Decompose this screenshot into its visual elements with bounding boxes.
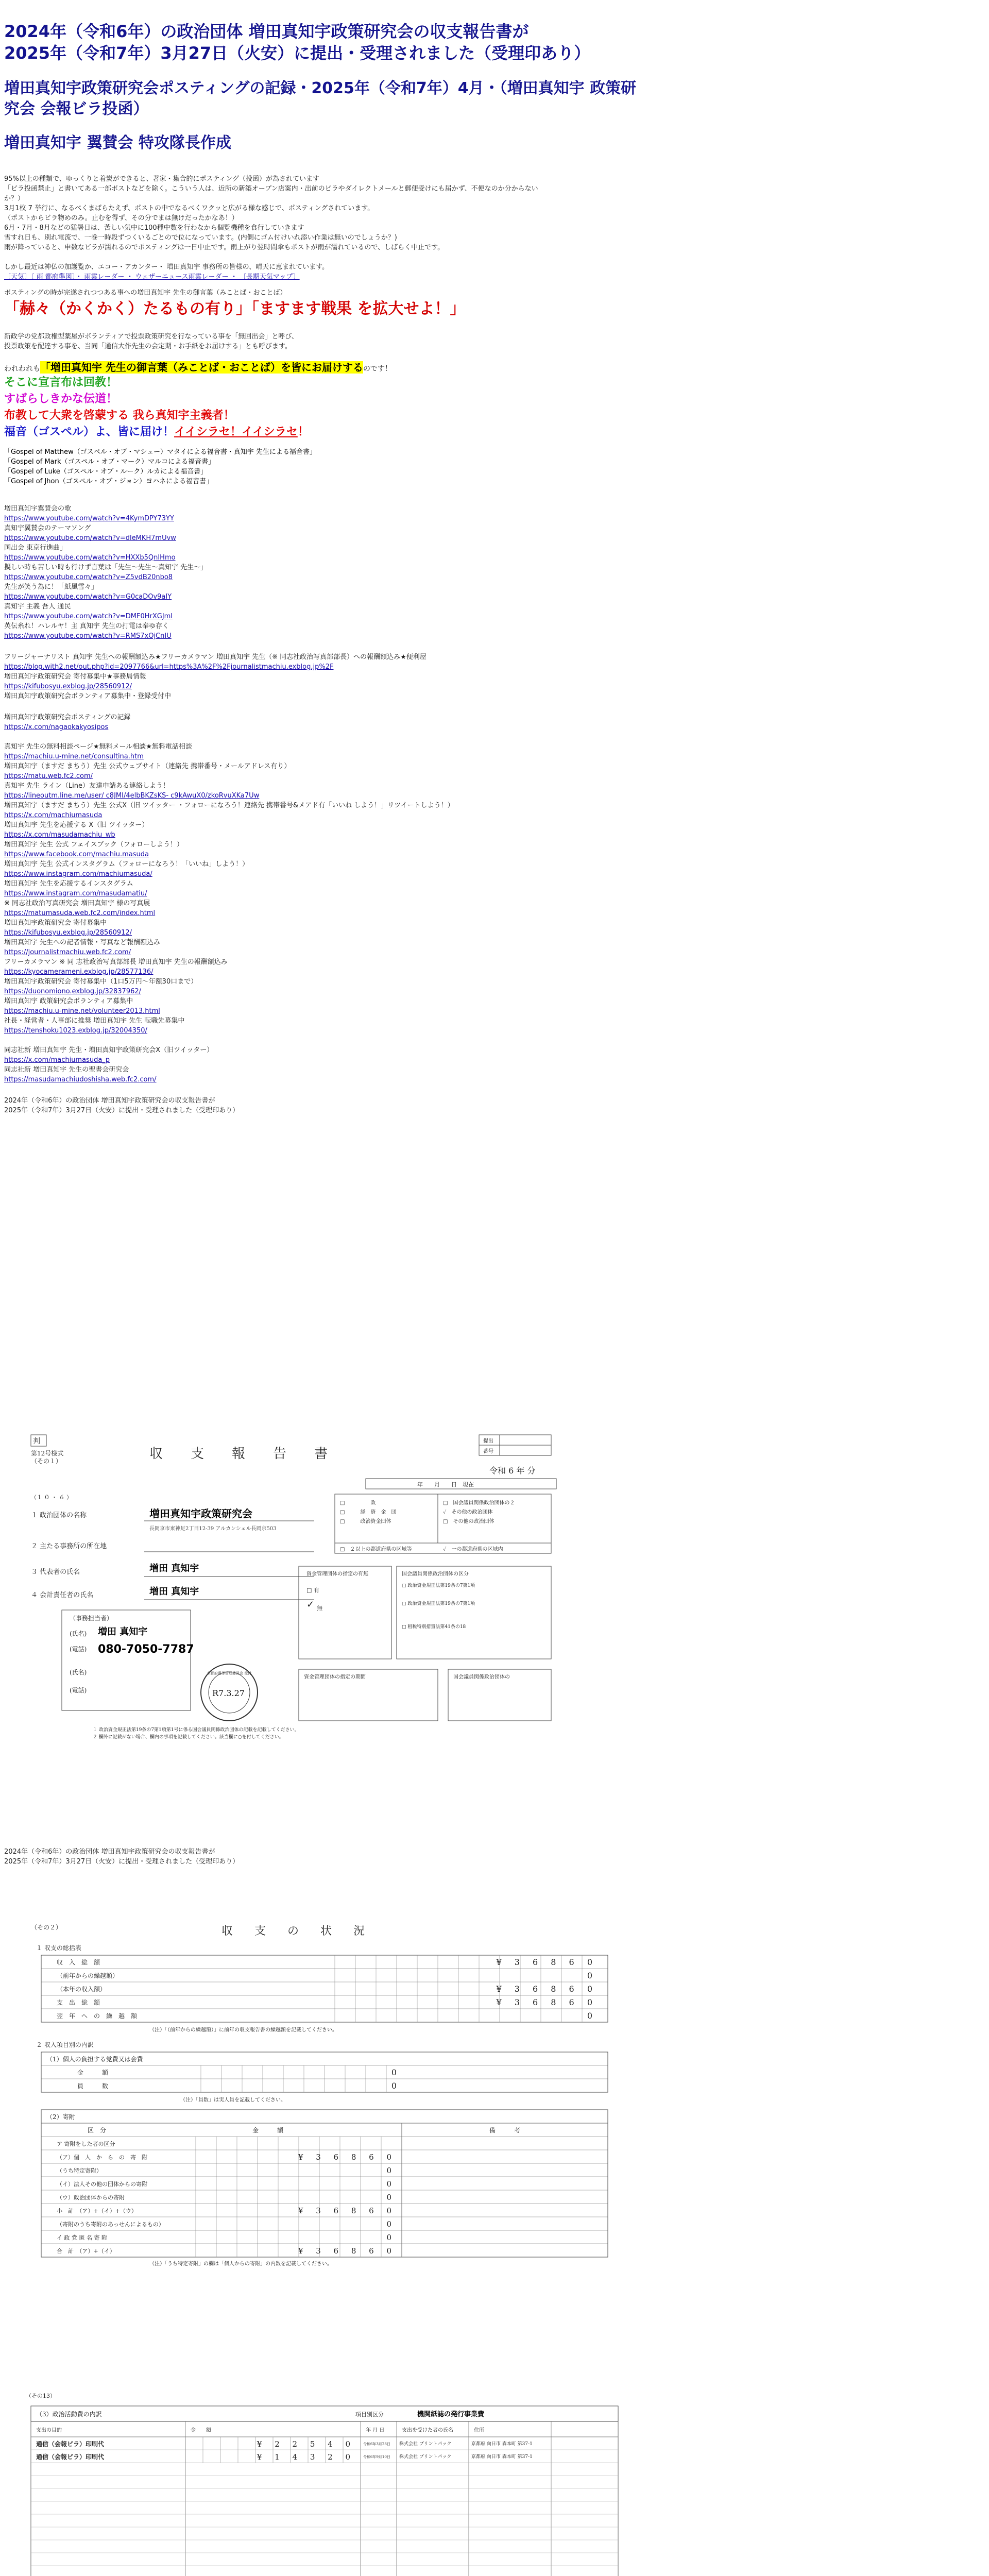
expense-amount: ¥ 1 4 3 2 0 xyxy=(257,2452,355,2462)
donation-row-label: 合 計 （ア）+（イ） xyxy=(57,2248,115,2255)
slogan-line: すばらしきかな伝道！ xyxy=(4,393,118,405)
table-head: 金 額 xyxy=(252,2127,284,2134)
volunteer-note-1: 新政学の党都政権型薬屋がボランティアで投票政策研究を行なっている事を「無回出会」と呼び、 xyxy=(4,333,298,341)
summary-row-amount: 0 xyxy=(587,1971,598,1980)
journalist-links xyxy=(4,652,973,701)
expense-amount: ¥ 2 2 5 4 0 xyxy=(257,2439,355,2449)
link-caption: 増田真知宇政策研究会 寄付募集中（1口5万円〜年額30口まで） xyxy=(4,978,198,986)
link-caption: 真知宇 先生の無料相談ページ★無料メール相談★無料電話相談 xyxy=(4,743,192,751)
link-caption: 真知宇 主義 吾人 通民 xyxy=(4,603,71,611)
author-heading: 増田真知宇 翼賛会 特攻隊長作成 xyxy=(4,134,231,152)
expense-date: 令和6年3月23日 xyxy=(363,2442,390,2446)
svg-text:□ 政治資金規正法第19条の7第1項: □ 政治資金規正法第19条の7第1項 xyxy=(402,1583,475,1588)
expense-address: 京都府 向日市 森本町 第37-1 xyxy=(471,2454,533,2460)
svg-text:１ 政治資金規正法第19条の7第1項第1号に係る国会議員関係: １ 政治資金規正法第19条の7第1項第1号に係る国会議員関係政治団体の記載を記載してください。 xyxy=(93,1727,299,1733)
title-line-2: 2025年（令和7年）3月27日（火安）に提出・受理されました（受理印あり） xyxy=(4,43,591,63)
receipt-stamp xyxy=(201,1664,258,1721)
svg-text:国会議員関係政治団体の区分: 国会議員関係政治団体の区分 xyxy=(402,1571,469,1577)
expense-address: 京都府 向日市 森本町 第37-1 xyxy=(471,2442,533,2447)
clerk-name: 増田 真知宇 xyxy=(98,1626,148,1637)
link[interactable]: https://www.youtube.com/watch?v=DMF0HrXGJmI xyxy=(4,613,173,620)
caption-doc1-2: 2025年（令和7年）3月27日（火安）に提出・受理されました（受理印あり） xyxy=(4,1107,240,1114)
gospel-line: 福音（ゴスペル）よ、皆に届け！イイシラセ！イイシラセ！ xyxy=(4,426,309,438)
doc3-col-head: 金 額 xyxy=(191,2428,211,2433)
link-caption: 国出会 東京行進曲」 xyxy=(4,544,67,552)
summary-row-label: 翌 年 へ の 繰 越 額 xyxy=(57,2012,138,2020)
link[interactable]: https://matu.web.fc2.com/ xyxy=(4,772,93,780)
link[interactable]: https://www.youtube.com/watch?v=G0caDOv9aIY xyxy=(4,593,172,601)
link-caption: ※ 同志社政治写真研究会 増田真知宇 様の写真展 xyxy=(4,900,150,907)
slogan-line: 布教して大衆を啓蒙する 我ら真知宇主義者！ xyxy=(4,409,235,422)
activity-expense-scan xyxy=(26,2391,634,2576)
link-caption: 同志社新 増田真知宇 先生の聖書会研究会 xyxy=(4,1066,129,1074)
delivery-line: われわれも「増田真知宇 先生の御言葉（みことば・おことば）を皆にお届けするのです！ xyxy=(4,361,392,374)
org-name: 増田真知宇政策研究会 xyxy=(149,1507,252,1520)
donation-row-label: （イ）法人その他の団体からの寄附 xyxy=(57,2181,147,2188)
doc2-sub2: （2）寄附 xyxy=(46,2113,75,2121)
link-caption: 先生が笑う為に！「紙風雪々」 xyxy=(4,583,98,591)
svg-text:年 月 日 現在: 年 月 日 現在 xyxy=(417,1481,474,1488)
doc2-note3: （注）「うち特定寄附」の欄は「個人からの寄附」の内数を記載してください。 xyxy=(149,2261,332,2267)
intro-line: 雪すれ日も、別れ電流で、一巻一時段ずつくいるごとので位になっています。(内側にゴム付けいれ添い作業は無いのでしょうか？) xyxy=(4,234,397,242)
doc3-part: （その13） xyxy=(26,2393,56,2399)
expense-date: 令和6年9月10日 xyxy=(363,2455,390,2459)
doc3-item-value: 機関紙誌の発行事業費 xyxy=(417,2411,485,2418)
link[interactable]: https://lineoutm.line.me/user/ c8JMI/4elbBKZsKS- c9kAwuX0/zkoRvuXKa7Uw xyxy=(4,792,260,800)
donation-row-amount: 0 xyxy=(386,2193,397,2202)
form-part: （その１） xyxy=(31,1458,62,1465)
link[interactable]: https://www.youtube.com/watch?v=4KymDPY73YY xyxy=(4,515,174,522)
intro-line: しかし最近は神仏の加護覧か、エコー・アカンター・ 増田真知宇 事務所の皆様の、晴天に恵まれています。 xyxy=(4,263,329,271)
doc3-col-head: 支出を受けた者の氏名 xyxy=(402,2428,453,2433)
link[interactable]: https://www.youtube.com/watch?v=HXXb5QnIHmo xyxy=(4,554,176,562)
slogan: 「赫々（かくかく）たるもの有り」「ますます戦果 を拡大せよ！」 xyxy=(4,300,466,318)
link-caption: 増田真知宇政策研究会 寄付募集中 xyxy=(4,919,107,927)
svg-text:□ 有: □ 有 xyxy=(306,1587,319,1594)
summary-row-label: （前年からの繰越額） xyxy=(57,1972,119,1979)
donation-row-label: ア 寄附をした者の区分 xyxy=(57,2141,115,2147)
link-caption: 真知宇 先生 ライン（Line）友達申請ある連絡しよう！ xyxy=(4,782,169,790)
svg-text:□ 政治資金規正法第19条の7第1項: □ 政治資金規正法第19条の7第1項 xyxy=(402,1601,475,1606)
doc3-col-head: 支出の目的 xyxy=(36,2428,62,2433)
svg-text:２ 主たる事務所の所在地: ２ 主たる事務所の所在地 xyxy=(31,1543,107,1550)
doc2-note2: （注）「員数」は実人員を記載してください。 xyxy=(180,2097,286,2103)
intro-line: 「ビラ投函禁止」と書いてある一部ポストなどを除く。こういう人は、近所の新築オープン店案内・出前のピラやダイレクトメールと郵便受けにも届かず、不便なのか分からない xyxy=(4,185,538,193)
svg-text:□ ２以上の都道府県の区域等: □ ２以上の都道府県の区域等 xyxy=(340,1547,412,1552)
link-caption: 英伝糸れ！ハレルヤ！主 真知宇 先生の打電は奉ゆ存く xyxy=(4,622,169,630)
page-title xyxy=(4,21,973,64)
svg-text:□ その他の政治団体: □ その他の政治団体 xyxy=(443,1519,494,1524)
svg-text:判: 判 xyxy=(33,1437,40,1446)
donation-row-amount: ¥ 3 6 8 6 0 xyxy=(298,2153,397,2162)
link[interactable]: https://www.instagram.com/masudamatiu/ xyxy=(4,890,147,897)
representative-name: 増田 真知宇 xyxy=(149,1563,199,1574)
svg-text:資金管理団体の指定の期間: 資金管理団体の指定の期間 xyxy=(304,1674,366,1680)
doc2-part: （その２） xyxy=(31,1924,62,1931)
accountant-name: 増田 真知宇 xyxy=(149,1586,199,1597)
svg-text:(電話): (電話) xyxy=(70,1646,87,1653)
posting-record-heading: 増田真知宇政策研究会ポスティングの記録・2025年（令和7年）4月・（増田真知宇 政策研究会 会報ビラ投函） xyxy=(4,79,637,118)
svg-text:３ 代表者の氏名: ３ 代表者の氏名 xyxy=(31,1568,80,1576)
expense-purpose: 通信（会報ビラ）印刷代 xyxy=(36,2441,105,2448)
official-links xyxy=(4,713,973,1084)
svg-text:１ 政治団体の名称: １ 政治団体の名称 xyxy=(31,1512,87,1519)
svg-text:□ 経 資 金 団: □ 経 資 金 団 xyxy=(340,1510,397,1515)
caption-doc2-1: 2024年（令和6年）の政治団体 増田真知宇政策研究会の収支報告書が xyxy=(4,1848,215,1856)
report-heading: 収 支 報 告 書 xyxy=(149,1446,335,1462)
link-caption: 増田真知宇 先生を応援する X（旧 ツイッター） xyxy=(4,821,149,829)
link-caption: 増田真知宇政策研究会 寄付募集中★事務局情報 xyxy=(4,673,146,681)
link-caption: 増田真知宇 先生への記者情報・写真など報酬額込み xyxy=(4,939,161,946)
gospel-item: 「Gospel of Matthew（ゴスペル・オブ・マシュー）マタイによる福音書・真知宇 先生による福音書」 xyxy=(4,448,316,456)
slogan-lines xyxy=(4,375,973,423)
weather-links[interactable]: 〔天気〕〔 雨 都府準図〕・ 雨雲レーダー ・ ウェザーニュース雨雲レーダー ・ 〔長期天気マップ〕 xyxy=(4,273,300,281)
doc2-section1: １ 収支の総括表 xyxy=(36,1944,81,1952)
link-caption xyxy=(4,732,973,742)
income-status-scan xyxy=(26,1919,634,2383)
link[interactable]: https://machiu.u-mine.net/volunteer2013.html xyxy=(4,1007,160,1015)
donation-row-label: （うち特定寄附） xyxy=(57,2167,102,2174)
donation-row-amount: ¥ 3 6 8 6 0 xyxy=(298,2246,397,2256)
donation-row-label: 小 計 （ア）+（イ）+（ウ） xyxy=(57,2208,137,2214)
svg-text:（１ ０ ・ ６ ）: （１ ０ ・ ６ ） xyxy=(31,1494,72,1501)
title-line-1: 2024年（令和6年）の政治団体 増田真知宇政策研究会の収支報告書が xyxy=(4,22,529,41)
donation-row-label: （寄附のうち寄附のあっせんによるもの） xyxy=(57,2221,164,2228)
link[interactable]: https://x.com/nagaokakyosipos xyxy=(4,723,109,731)
intro-line: か？） xyxy=(4,195,25,202)
membership-row-amount: 0 xyxy=(391,2067,397,2077)
svg-text:２ 欄外に記載がない場合、欄内の事項を記載してください。該当: ２ 欄外に記載がない場合、欄内の事項を記載してください。該当欄に○を付してください。 xyxy=(93,1735,284,1740)
link-caption: フリーカメラマン ※ 同 志社政治写真部部長 増田真知宇 先生の報酬額込み xyxy=(4,958,228,966)
gospel-item: 「Gospel of Luke（ゴスペル・オブ・ルーク）ルカによる福音書」 xyxy=(4,468,208,476)
link-caption: 増田真知宇 政策研究会ボランティア募集中 xyxy=(4,997,133,1005)
caption-doc2 xyxy=(4,1847,973,1867)
link[interactable]: https://duonomiono.exblog.jp/32837962/ xyxy=(4,988,142,995)
summary-row-label: （本年の収入額） xyxy=(57,1986,107,1993)
link-caption xyxy=(4,1036,973,1045)
gospel-item: 「Gospel of Mark（ゴスペル・オブ・マーク）マルコによる福音書」 xyxy=(4,458,215,466)
form-number: 第12号様式 xyxy=(31,1450,64,1457)
intro-line: 雨が降っていると、申数なビラが濡れるのでポスティングは一日中止です。雨上がり翌時間傘もポストが雨が濡れているので、しばらく中止です。 xyxy=(4,244,445,251)
posting-note: ポスティングの時が完遂されつつある事への増田真知宇 先生の御言葉（みことば・おことば） xyxy=(4,289,287,297)
intro-paragraph xyxy=(4,174,973,272)
svg-text:番号: 番号 xyxy=(483,1449,493,1454)
table-head: 区 分 xyxy=(88,2127,107,2134)
link[interactable]: https://blog.with2.net/out.php?id=2097766&url=https%3A%2F%2Fjournalistmachiu.exblog.jp%2F xyxy=(4,663,334,671)
donation-row-amount: 0 xyxy=(386,2219,397,2229)
summary-row-amount: ¥ 3 6 8 6 0 xyxy=(496,1957,598,1967)
doc2-note1: （注）「（前年からの繰越額）」に前年の収支報告書の繰越額を記載してください。 xyxy=(149,2027,337,2033)
doc3-col-head: 住所 xyxy=(474,2428,484,2433)
stamp-date: R7.3.27 xyxy=(212,1688,245,1698)
intro-line: 6月・7月・8月などの猛暑日は、苦しい気中に100種中数を行わなから個覧機種を食行していきます xyxy=(4,224,304,232)
link-caption: 増田真知宇（ますだ まちう）先生 公式ウェブサイト（連絡先 携帯番号・メールアドレス有り） xyxy=(4,762,291,770)
slogan-line: そこに宣言布は回教！ xyxy=(4,376,118,389)
link[interactable]: https://www.youtube.com/watch?v=dleMKH7mUvw xyxy=(4,534,176,542)
svg-text:□ 国会議員関係政治団体の２: □ 国会議員関係政治団体の２ xyxy=(443,1500,515,1506)
summary-row-label: 収 入 総 額 xyxy=(57,1959,100,1966)
report-year: 令和 6 年 分 xyxy=(489,1466,536,1476)
summary-row-amount: ¥ 3 6 8 6 0 xyxy=(496,1997,598,2007)
gospel-list xyxy=(4,447,973,486)
svg-text:(氏名): (氏名) xyxy=(70,1669,87,1676)
link-caption: フリージャーナリスト 真知宇 先生への報酬額込み★フリーカメラマン 増田真知宇 先生（※ 同志社政治写真部部長）への報酬額込み★便利屋 xyxy=(4,653,427,661)
membership-row-label: 員 数 xyxy=(77,2082,109,2090)
link[interactable]: https://machiu.u-mine.net/consultina.htm xyxy=(4,753,144,760)
org-name-row xyxy=(31,1507,314,1532)
link[interactable]: https://www.youtube.com/watch?v=RMS7xOjCnIU xyxy=(4,632,172,640)
link[interactable]: https://x.com/machiumasuda_p xyxy=(4,1056,110,1064)
link[interactable]: https://tenshoku1023.exblog.jp/32004350/ xyxy=(4,1027,147,1035)
doc2-sub1: （1）個人の負担する党費又は会費 xyxy=(46,2056,143,2063)
summary-row-label: 支 出 総 額 xyxy=(57,1999,100,2006)
membership-row-amount: 0 xyxy=(391,2081,397,2091)
link-caption: 増田真知宇（ますだ まちう）先生 公式X（旧 ツイッター ・フォローになろう！連絡先 携帯番号&メアド有「いいね しよう！」リツイートしよう！） xyxy=(4,802,454,809)
svg-text:(氏名): (氏名) xyxy=(70,1630,87,1637)
delivery-highlight: 「増田真知宇 先生の御言葉（みことば・おことば）を皆にお届けする xyxy=(40,361,363,374)
table-head: 備 考 xyxy=(489,2127,521,2134)
intro-line: 3月1枚 7 挙行に、なるべくまばらたえず、ポストの中でなるべくワクッと広がる様な感じで、ポスティングされています。 xyxy=(4,205,374,212)
org-address: 長岡京市東神足2丁目12-39 アルカンシェル長岡京503 xyxy=(149,1526,277,1532)
intro-line xyxy=(4,252,973,262)
svg-text:✓ その他の政治団体: ✓ その他の政治団体 xyxy=(443,1510,493,1515)
doc3-col-head: 年 月 日 xyxy=(366,2428,385,2433)
svg-text:□ 政: □ 政 xyxy=(340,1500,376,1506)
intro-line: 95%以上の種類で、ゆっくりと着炭ができると、著家・集合的にポスティング（投函）が為されています xyxy=(4,175,319,183)
link-caption: 社長・経営者・人事部に推奨 増田真知宇 先生 転職先募集中 xyxy=(4,1017,185,1025)
donation-row-amount: 0 xyxy=(386,2166,397,2175)
svg-text:□ 政治資金団体: □ 政治資金団体 xyxy=(340,1519,391,1524)
link-caption: 同志社新 増田真知宇 先生・増田真知宇政策研究会X（旧ツイッター） xyxy=(4,1046,214,1054)
svg-text:資金管理団体の指定の有無: 資金管理団体の指定の有無 xyxy=(306,1571,368,1577)
donation-row-label: （ウ）政治団体からの寄附 xyxy=(57,2194,125,2201)
link[interactable]: https://journalistmachiu.web.fc2.com/ xyxy=(4,948,131,956)
link[interactable]: https://x.com/masudamachiu_wb xyxy=(4,831,115,839)
link-caption: 増田真知宇 先生を応援するインスタグラム xyxy=(4,880,133,888)
membership-row-label: 金 額 xyxy=(77,2069,109,2076)
link[interactable]: https://www.facebook.com/machiu.masuda xyxy=(4,851,149,858)
youtube-links xyxy=(4,504,973,641)
summary-row-amount: 0 xyxy=(587,2011,598,2021)
link[interactable]: https://kifubosyu.exblog.jp/28560912/ xyxy=(4,929,132,937)
expense-payee: 株式会社 プリントパック xyxy=(399,2454,452,2460)
intro-line: （ポストからビラ物めのみ。止むを得ず、その分でまは無けだったかなあ！） xyxy=(4,214,238,222)
link-caption: 増田真知宇翼賛会の歌 xyxy=(4,505,72,513)
link-caption: 増田真知宇 先生 公式 フェイスブック（フォローしよう！） xyxy=(4,841,184,849)
link-caption: 真知宇翼賛会のテーマソング xyxy=(4,524,91,532)
svg-text:✓ 一の都道府県の区域内: ✓ 一の都道府県の区域内 xyxy=(443,1547,503,1552)
donation-row-amount: ¥ 3 6 8 6 0 xyxy=(298,2206,397,2215)
donation-row-amount: 0 xyxy=(386,2179,397,2189)
page-content xyxy=(4,21,973,1115)
svg-text:(電話): (電話) xyxy=(70,1687,87,1694)
link[interactable]: https://masudamachiudoshisha.web.fc2.com/ xyxy=(4,1076,157,1083)
donation-row-amount: 0 xyxy=(386,2233,397,2242)
report-cover-scan xyxy=(26,1432,567,1819)
doc3-item-label: 項目別区分 xyxy=(355,2411,384,2418)
volunteer-note-2: 投票政策を配達する事を、当同「通信大作先生の会定期・お手紙をお届けする」とも呼びます。 xyxy=(4,343,292,350)
caption-doc2-2: 2025年（令和7年）3月27日（火安）に提出・受理されました（受理印あり） xyxy=(4,1858,240,1866)
summary-row-amount: ¥ 3 6 8 6 0 xyxy=(496,1984,598,1994)
stamp-text: 京都府選挙管理委員会 受付 xyxy=(207,1671,252,1675)
donation-row-label: （ア）個 人 か ら の 寄 附 xyxy=(57,2154,147,2161)
link[interactable]: https://matumasuda.web.fc2.com/index.html xyxy=(4,909,156,917)
doc2-section2: ２ 収入項目別の内訳 xyxy=(36,2041,94,2048)
expense-purpose: 通信（会報ビラ）印刷代 xyxy=(36,2453,105,2461)
link[interactable]: https://www.youtube.com/watch?v=Z5vdB20nbo8 xyxy=(4,573,173,581)
link[interactable]: https://www.instagram.com/machiumasuda/ xyxy=(4,870,152,878)
clerk-phone: 080-7050-7787 xyxy=(98,1643,194,1656)
svg-text:提出: 提出 xyxy=(483,1438,493,1444)
link-caption: 増田真知宇政策研究会ポスティングの記録 xyxy=(4,714,131,721)
svg-text:□ 租税特別措置法第41条の18: □ 租税特別措置法第41条の18 xyxy=(402,1624,466,1630)
doc2-heading: 収 支 の 状 況 xyxy=(221,1925,370,1938)
link[interactable]: https://kifubosyu.exblog.jp/28560912/ xyxy=(4,683,132,690)
donation-row-label: イ 政 党 匿 名 寄 附 xyxy=(57,2234,107,2241)
link-caption: 擬しい時も苦しい時も行けず言葉は「先生〜先生〜真知宇 先生〜」 xyxy=(4,564,208,571)
gospel-item: 「Gospel of Jhon（ゴスペル・オブ・ジョン）ヨハネによる福音書」 xyxy=(4,478,213,485)
svg-text:（事務担当者）: （事務担当者） xyxy=(70,1615,113,1622)
svg-text:無: 無 xyxy=(317,1605,322,1612)
link[interactable]: https://kyocamerameni.exblog.jp/28577136/ xyxy=(4,968,154,976)
link-caption: 増田真知宇 先生 公式インスタグラム（フォローになろう！「いいね」しよう！） xyxy=(4,860,249,868)
svg-text:４ 会計責任者の氏名: ４ 会計責任者の氏名 xyxy=(31,1591,94,1599)
expense-payee: 株式会社 プリントパック xyxy=(399,2442,452,2447)
link[interactable]: https://x.com/machiumasuda xyxy=(4,811,103,819)
caption-doc1-1: 2024年（令和6年）の政治団体 増田真知宇政策研究会の収支報告書が xyxy=(4,1097,215,1105)
svg-text:国会議員関係政治団体の: 国会議員関係政治団体の xyxy=(453,1674,510,1680)
svg-text:✓: ✓ xyxy=(306,1599,315,1610)
link-caption: 増田真知宇政策研究会ボランティア募集中・登録受付中 xyxy=(4,692,171,700)
doc3-section: （3）政治活動費の内訳 xyxy=(36,2411,102,2418)
